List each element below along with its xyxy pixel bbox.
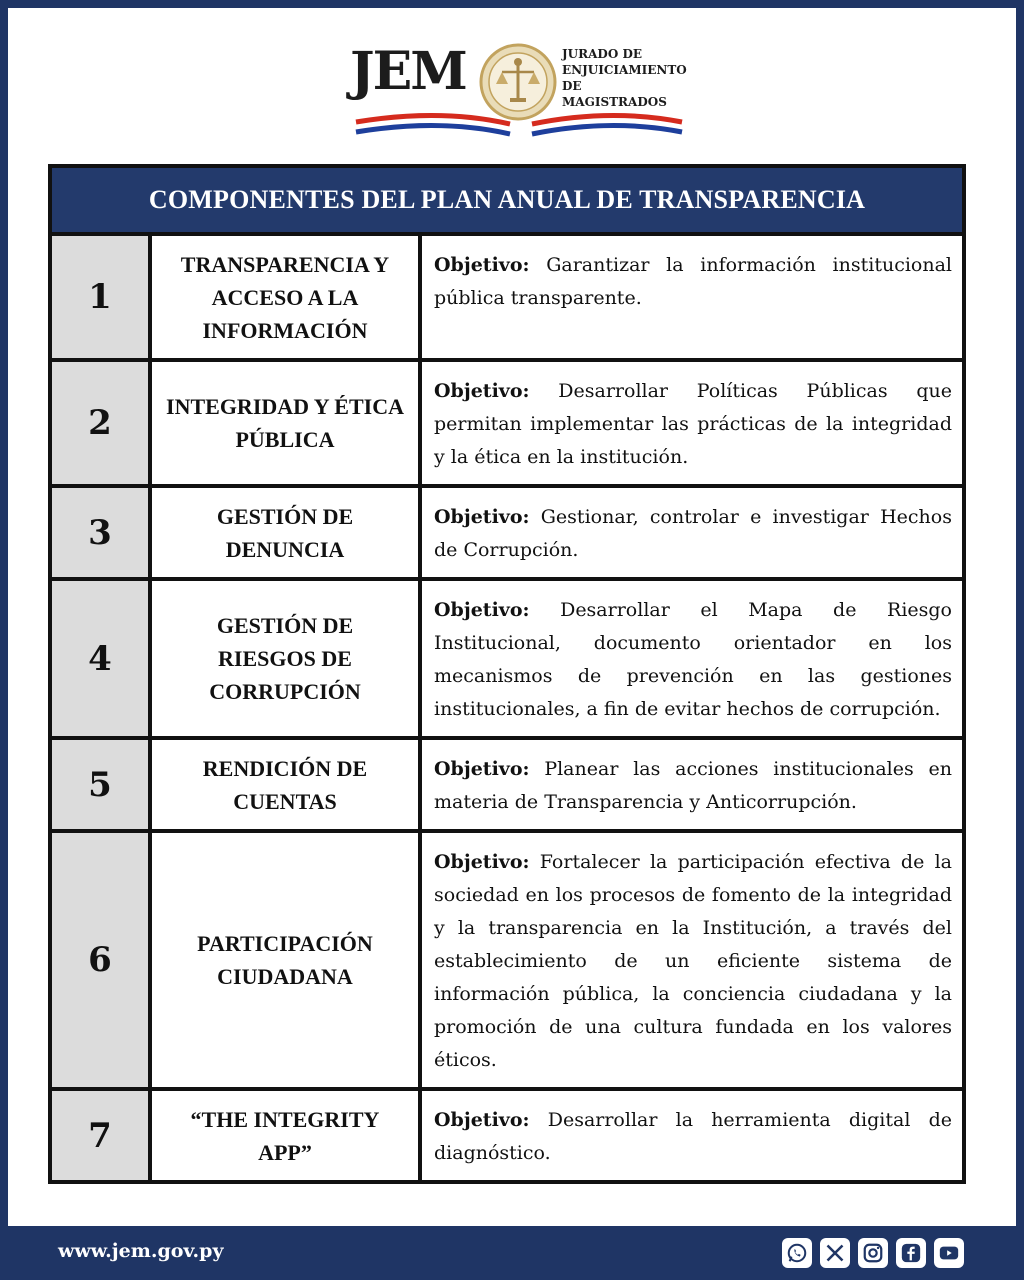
table-row xyxy=(52,362,962,484)
row-number: 1 xyxy=(52,236,148,358)
logo-acronym: JEM xyxy=(350,41,466,102)
objective-label: Objetivo: xyxy=(434,851,530,873)
social-icons xyxy=(782,1238,964,1268)
row-number: 4 xyxy=(52,581,148,736)
objective-label: Objetivo: xyxy=(434,599,530,621)
table-row xyxy=(52,236,962,358)
objective-label: Objetivo: xyxy=(434,380,530,402)
objective-text: Gestionar, controlar e investigar Hechos de Corrupción. xyxy=(434,506,952,561)
component-name: RENDICIÓN DE CUENTAS xyxy=(152,740,418,829)
objective-text: Planear las acciones institucionales en materia de Transparencia y Anticorrupción. xyxy=(434,758,952,813)
row-number: 2 xyxy=(52,362,148,484)
youtube-icon[interactable] xyxy=(934,1238,964,1268)
instagram-icon[interactable] xyxy=(858,1238,888,1268)
row-number: 7 xyxy=(52,1091,148,1180)
table-row xyxy=(52,1091,962,1180)
components-table xyxy=(48,164,966,1184)
component-objective xyxy=(422,581,962,736)
component-objective xyxy=(422,236,962,358)
objective-text: Fortalecer la participación efectiva de la sociedad en los procesos de fomento de la integridad y la transparencia en la Institución, a través del establecimiento de un eficiente sistema de información pública, la conciencia ciudadana y la promoción de una cultura fundada en los valores éticos. xyxy=(434,851,952,1071)
component-name: INTEGRIDAD Y ÉTICA PÚBLICA xyxy=(152,362,418,484)
objective-label: Objetivo: xyxy=(434,254,530,276)
facebook-icon[interactable] xyxy=(896,1238,926,1268)
component-name: GESTIÓN DE DENUNCIA xyxy=(152,488,418,577)
component-name: PARTICIPACIÓN CIUDADANA xyxy=(152,833,418,1087)
objective-label: Objetivo: xyxy=(434,758,530,780)
objective-label: Objetivo: xyxy=(434,506,530,528)
objective-text: Desarrollar Políticas Públicas que permitan implementar las prácticas de la integridad y la ética en la institución. xyxy=(434,380,952,468)
row-number: 5 xyxy=(52,740,148,829)
component-name: “THE INTEGRITY APP” xyxy=(152,1091,418,1180)
component-objective xyxy=(422,833,962,1087)
table-row xyxy=(52,740,962,829)
table-row xyxy=(52,581,962,736)
component-objective xyxy=(422,362,962,484)
component-objective xyxy=(422,488,962,577)
table-row xyxy=(52,488,962,577)
table-title: COMPONENTES DEL PLAN ANUAL DE TRANSPARENCIA xyxy=(52,168,962,232)
objective-text: Desarrollar el Mapa de Riesgo Institucional, documento orientador en los mecanismos de prevención en las gestiones institucionales, a fin de evitar hechos de corrupción. xyxy=(434,599,952,720)
component-name: TRANSPARENCIA Y ACCESO A LA INFORMACIÓN xyxy=(152,236,418,358)
component-objective xyxy=(422,740,962,829)
objective-text: Garantizar la información institucional pública transparente. xyxy=(434,254,952,309)
table-row xyxy=(52,833,962,1087)
component-objective xyxy=(422,1091,962,1180)
row-number: 3 xyxy=(52,488,148,577)
objective-text: Desarrollar la herramienta digital de diagnóstico. xyxy=(434,1109,952,1164)
logo-institution-name: JURADO DE ENJUICIAMIENTO DE MAGISTRADOS xyxy=(562,47,687,109)
row-number: 6 xyxy=(52,833,148,1087)
objective-label: Objetivo: xyxy=(434,1109,530,1131)
component-name: GESTIÓN DE RIESGOS DE CORRUPCIÓN xyxy=(152,581,418,736)
website-link[interactable]: www.jem.gov.py xyxy=(58,1240,224,1262)
flag-ribbon xyxy=(350,104,690,144)
x-icon[interactable] xyxy=(820,1238,850,1268)
whatsapp-icon[interactable] xyxy=(782,1238,812,1268)
jem-logo xyxy=(350,42,690,142)
